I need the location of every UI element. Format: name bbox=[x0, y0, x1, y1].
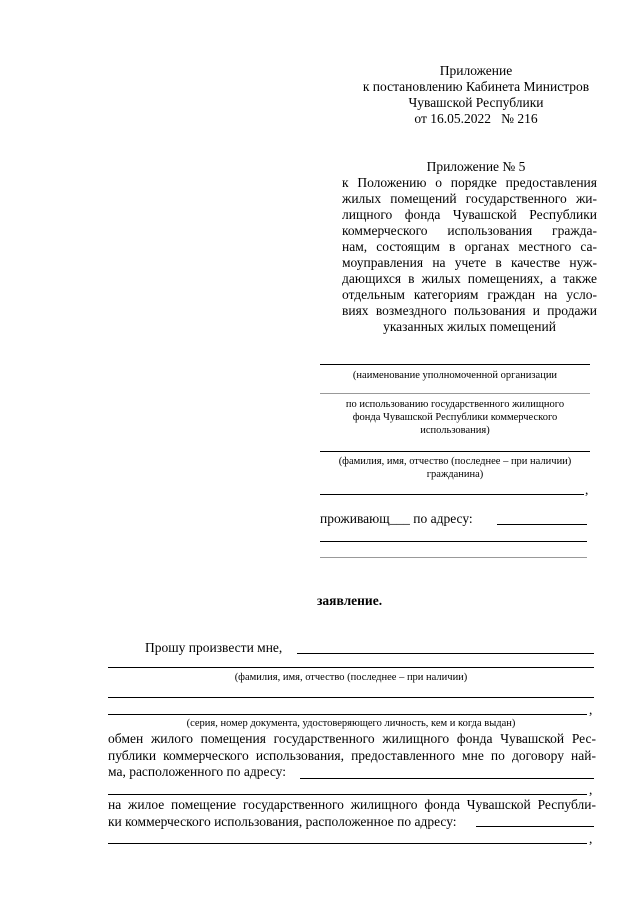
request-line-4 bbox=[108, 714, 587, 715]
request-line-4-comma: , bbox=[589, 702, 593, 717]
appendix5-line: виях возмездного пользования и продажи bbox=[342, 303, 597, 318]
appendix5-line: нам, состоящим в органах местного са- bbox=[342, 239, 597, 254]
org-caption-line: фонда Чувашской Республики коммерческого bbox=[352, 412, 558, 423]
org-caption-line: по использованию государственного жилищного bbox=[345, 399, 565, 410]
citizen-name-line-2 bbox=[320, 494, 584, 495]
appendix5-line: отдельным категориям граждан на усло- bbox=[342, 287, 597, 302]
org-caption-2 bbox=[320, 398, 590, 437]
exchange-address-comma: , bbox=[589, 782, 593, 797]
appendix5-title: Приложение № 5 bbox=[426, 159, 526, 174]
request-line-3 bbox=[108, 697, 594, 698]
exchange-line: обмен жилого помещения государственного жилищного фонда Чувашской Рес- bbox=[108, 731, 596, 746]
target-line: ки коммерческого использования, расположенное по адресу: bbox=[108, 813, 457, 829]
org-name-line-2 bbox=[320, 393, 590, 394]
appendix5-line: к Положению о порядке предоставления bbox=[342, 175, 597, 190]
appendix-header-line: Чувашской Республики bbox=[408, 95, 544, 110]
request-start: Прошу произвести мне, bbox=[145, 640, 283, 655]
appendix5-line: дающихся в жилых помещениях, а также bbox=[342, 271, 597, 286]
appendix5-line: коммерческого использования гражда- bbox=[342, 223, 597, 238]
target-address-line-1 bbox=[476, 826, 594, 827]
request-line-2 bbox=[108, 667, 594, 668]
org-name-line bbox=[320, 364, 590, 365]
exchange-address-line-1 bbox=[300, 778, 594, 779]
address-line-1 bbox=[497, 524, 587, 525]
appendix-header bbox=[355, 63, 597, 127]
target-address-line-2 bbox=[108, 843, 587, 844]
appendix5-line: лищного фонда Чувашской Республики bbox=[342, 207, 597, 222]
appendix5-line: указанных жилых помещений bbox=[383, 319, 556, 334]
citizen-line-comma: , bbox=[585, 482, 589, 497]
exchange-line: ма, расположенного по адресу: bbox=[108, 764, 286, 780]
citizen-name-line bbox=[320, 451, 590, 452]
citizen-caption bbox=[316, 455, 594, 481]
citizen-caption-line: (фамилия, имя, отчество (последнее – при наличии) bbox=[338, 456, 572, 467]
doc-title: заявление. bbox=[317, 593, 383, 608]
exchange-line: публики коммерческого использования, предоставленного мне по договору най- bbox=[108, 747, 596, 763]
address-line-2 bbox=[320, 541, 587, 542]
fio-caption: (фамилия, имя, отчество (последнее – при наличии) bbox=[234, 672, 468, 683]
address-line-3 bbox=[320, 557, 587, 558]
exchange-paragraph bbox=[108, 731, 596, 781]
citizen-caption-line: гражданина) bbox=[426, 469, 484, 480]
appendix5-line: моуправления на учете в качестве нуж- bbox=[342, 255, 597, 270]
appendix5-text bbox=[342, 175, 597, 335]
residing-label: проживающ___ по адресу: bbox=[320, 511, 477, 526]
appendix5-line: жилых помещений государственного жи- bbox=[342, 191, 597, 206]
appendix-header-line: от 16.05.2022 № 216 bbox=[414, 111, 538, 126]
target-line: на жилое помещение государственного жилищного фонда Чувашской Республи- bbox=[108, 797, 596, 812]
request-line-1 bbox=[297, 653, 594, 654]
org-caption: (наименование уполномоченной организации bbox=[352, 370, 558, 381]
org-caption-line: использования) bbox=[420, 425, 490, 436]
passport-caption: (серия, номер документа, удостоверяющего личность, кем и когда выдан) bbox=[186, 718, 516, 729]
target-address-comma: , bbox=[589, 831, 593, 846]
appendix-header-line: к постановлению Кабинета Министров bbox=[362, 79, 590, 94]
exchange-address-line-2 bbox=[108, 794, 587, 795]
appendix-header-line: Приложение bbox=[439, 63, 513, 78]
